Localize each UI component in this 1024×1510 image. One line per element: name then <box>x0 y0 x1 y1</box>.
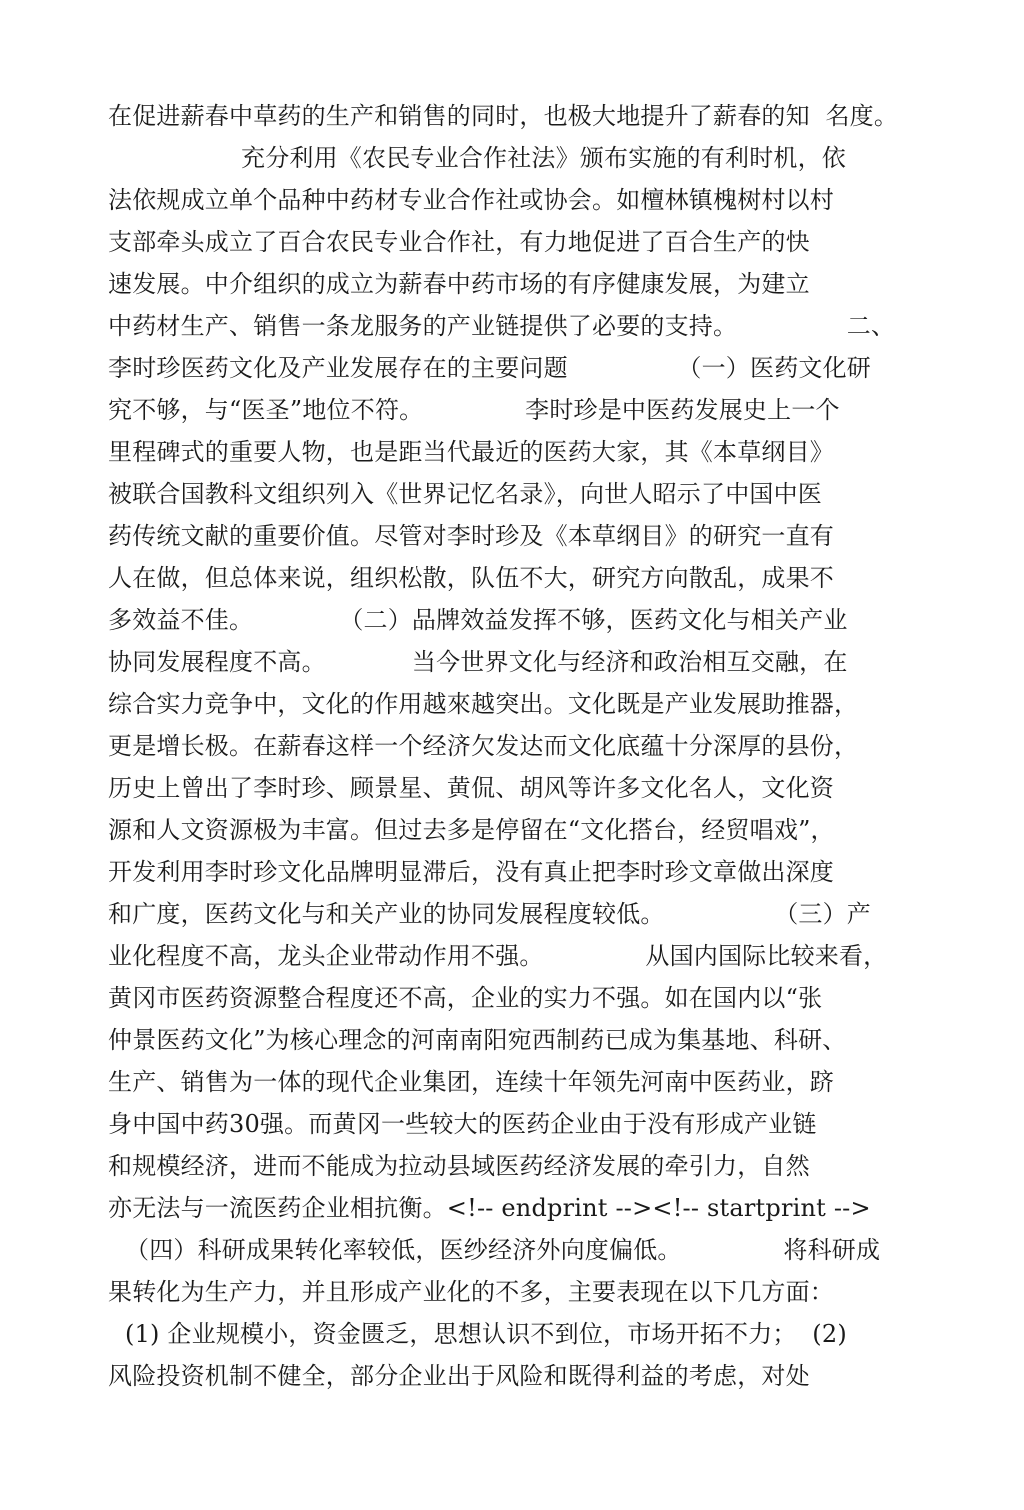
text-line: 源和人文资源极为丰富。但过去多是停留在“文化搭台，经贸唱戏”， <box>108 816 835 844</box>
text-line: 协同发展程度不高。 当今世界文化与经济和政治相互交融，在 <box>108 648 848 676</box>
text-line: 支部牵头成立了百合农民专业合作社，有力地促进了百合生产的快 <box>108 228 810 256</box>
text-line: 生产、销售为一体的现代企业集团，连续十年领先河南中医药业，跻 <box>108 1068 834 1096</box>
text-line: 和规模经济，进而不能成为拉动县域医药经济发展的牵引力，自然 <box>108 1152 810 1180</box>
text-line: 被联合国教科文组织列入《世界记忆名录》，向世人昭示了中国中医 <box>108 480 822 508</box>
text-line: 人在做，但总体来说，组织松散，队伍不大，研究方向散乱，成果不 <box>108 564 834 592</box>
text-line: 历史上曾出了李时珍、顾景星、黄侃、胡风等许多文化名人，文化资 <box>108 774 834 802</box>
text-line: 药传统文献的重要价值。尽管对李时珍及《本草纲目》的研究一直有 <box>108 522 834 550</box>
text-line: (1) 企业规模小，资金匮乏，思想认识不到位，市场开拓不力； (2) <box>125 1320 847 1348</box>
text-line: 和广度，医药文化与和关产业的协同发展程度较低。 （三）产 <box>108 900 872 928</box>
text-line: 开发利用李时珍文化品牌明显滞后，没有真止把李时珍文章做出深度 <box>108 858 834 886</box>
text-line: 在促进薪春中草药的生产和销售的同时，也极大地提升了薪春的知 名度。 <box>108 102 899 130</box>
text-line: 究不够，与“医圣”地位不符。 李时珍是中医药发展史上一个 <box>108 396 840 424</box>
text-line: 速发展。中介组织的成立为薪春中药市场的有序健康发展，为建立 <box>108 270 810 298</box>
text-line: 身中国中药30强。而黄冈一些较大的医药企业由于没有形成产业链 <box>108 1110 817 1138</box>
text-line: 黄冈市医药资源整合程度还不高，企业的实力不强。如在国内以“张 <box>108 984 823 1012</box>
paragraph-start-line: 充分利用《农民专业合作社法》颁布实施的有利时机，依 <box>241 144 846 172</box>
text-line: 综合实力竞争中，文化的作用越來越突出。文化既是产业发展助推器， <box>108 690 859 718</box>
text-line: 中药材生产、销售一条龙服务的产业链提供了必要的支持。 二、 <box>108 312 896 340</box>
text-line: 仲景医药文化”为核心理念的河南南阳宛西制药已成为集基地、科研、 <box>108 1026 847 1054</box>
text-line: 多效益不佳。 （二）品牌效益发挥不够，医药文化与相关产业 <box>108 606 848 634</box>
text-line: 法依规成立单个品种中药材专业合作社或协会。如檀林镇槐树村以村 <box>108 186 834 214</box>
text-line: 更是增长极。在薪春这样一个经济欠发达而文化底蕴十分深厚的县份， <box>108 732 859 760</box>
text-line: 果转化为生产力，并且形成产业化的不多，主要表现在以下几方面： <box>108 1278 834 1306</box>
section-heading-line: （四）科研成果转化率较低，医纱经济外向度偏低。 将科研成 <box>125 1236 881 1264</box>
text-line: 里程碑式的重要人物，也是距当代最近的医药大家，其《本草纲目》 <box>108 438 834 466</box>
text-line: 亦无法与一流医药企业相抗衡。<!-- endprint --><!-- startprint --> <box>108 1194 871 1222</box>
text-line: 风险投资机制不健全，部分企业出于风险和既得利益的考虑，对处 <box>108 1362 810 1390</box>
text-line: 业化程度不高，龙头企业带动作用不强。 从国内国际比较来看， <box>108 942 888 970</box>
section-heading-line: 李时珍医药文化及产业发展存在的主要问题 （一）医药文化研 <box>108 354 872 382</box>
